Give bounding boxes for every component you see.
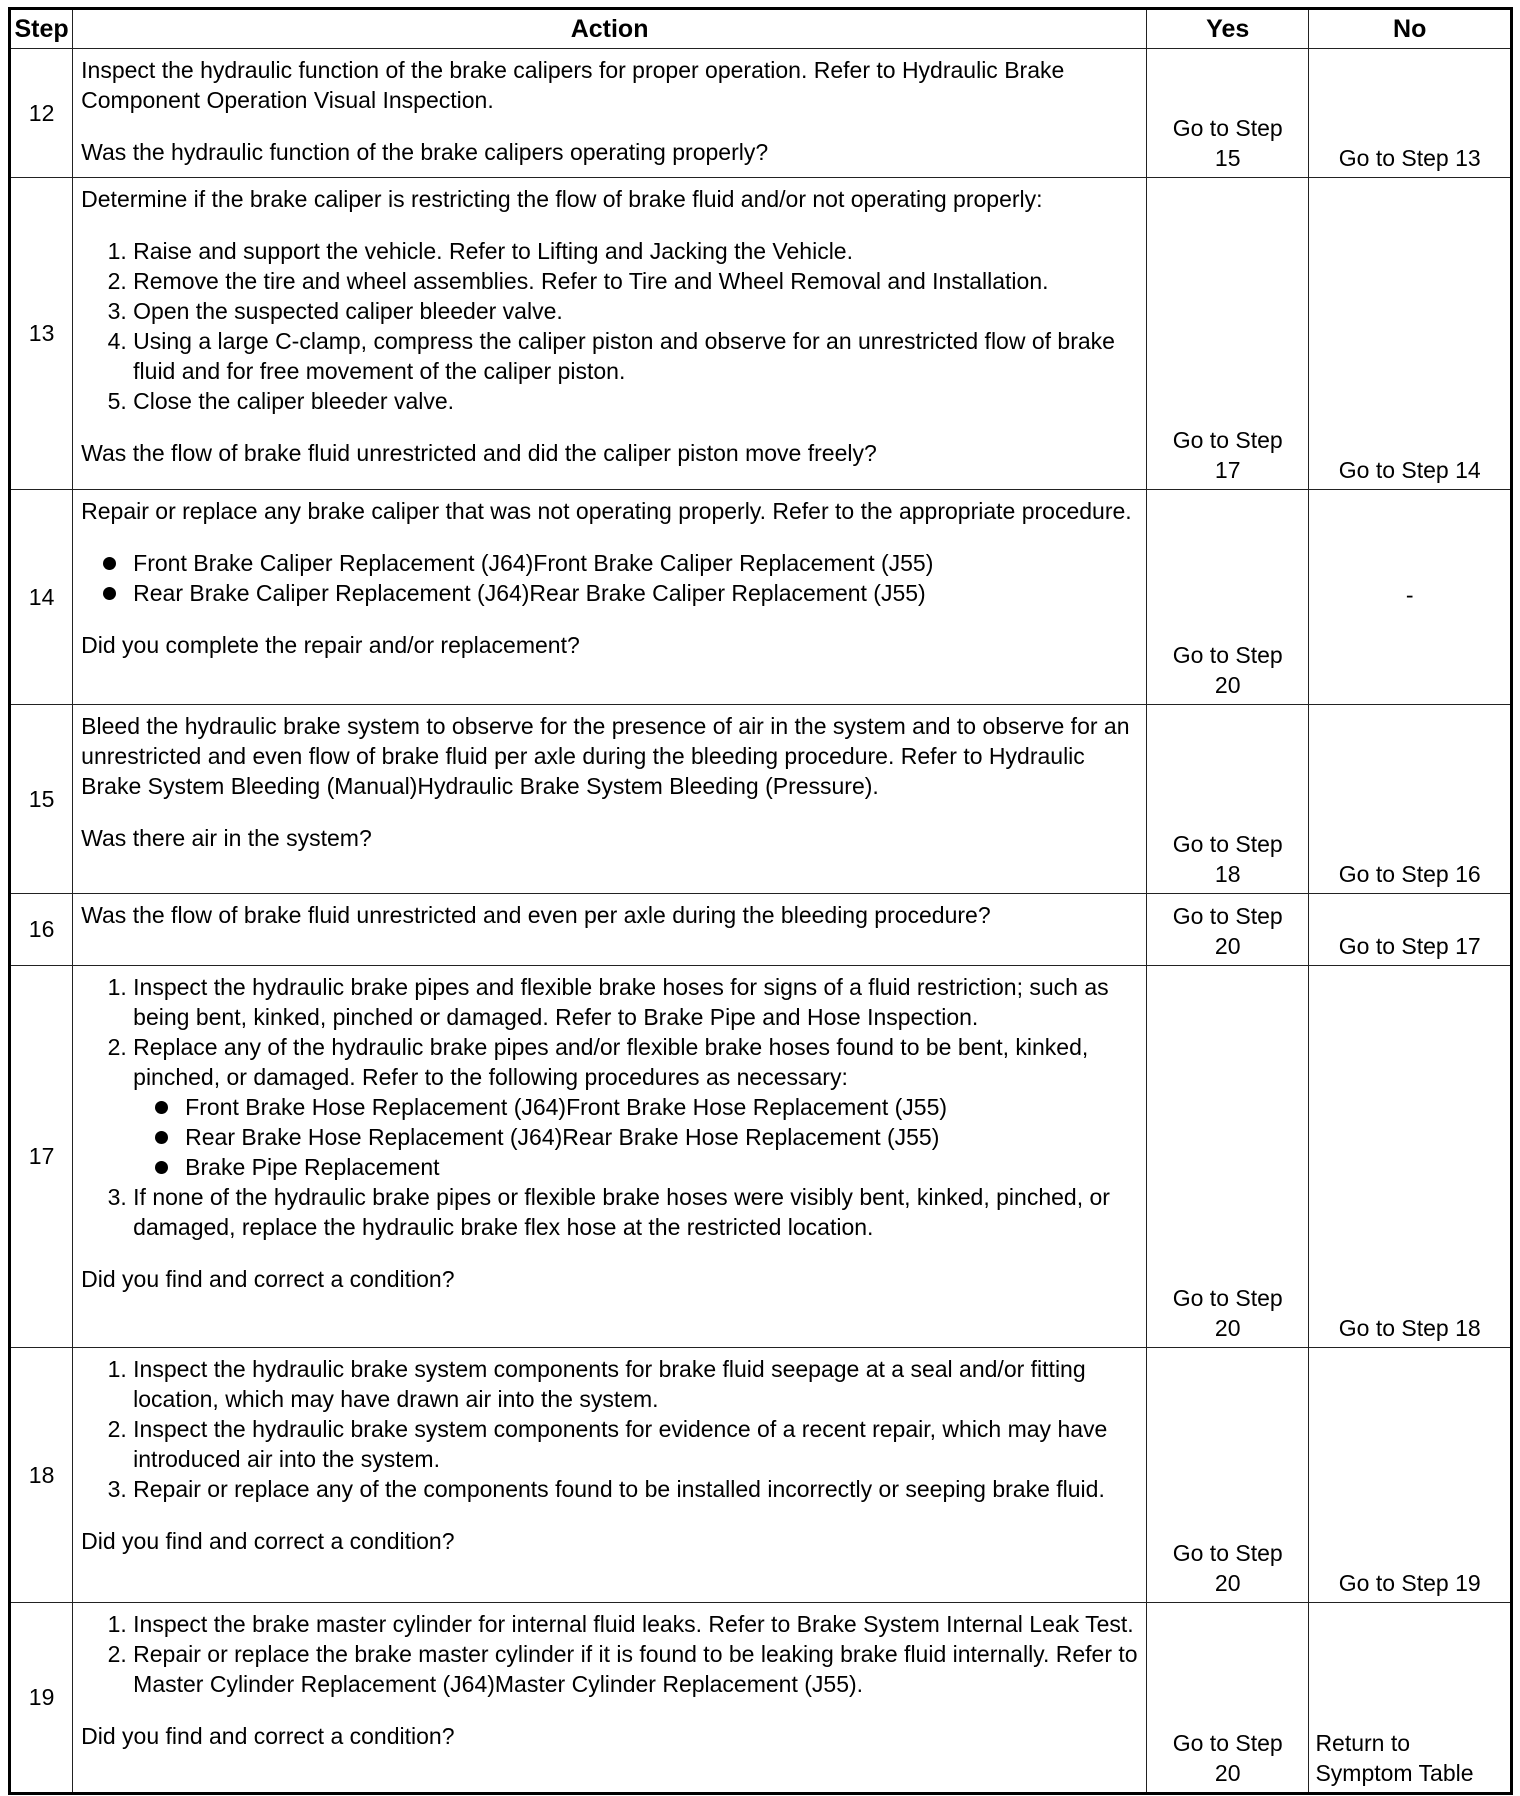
action-cell bbox=[73, 49, 1147, 178]
header-yes: Yes bbox=[1147, 9, 1309, 49]
step-number: 13 bbox=[10, 178, 73, 490]
action-question: Was the flow of brake fluid unrestricted and did the caliper piston move freely? bbox=[81, 440, 877, 466]
table-row-step-14 bbox=[10, 490, 1512, 705]
header-row bbox=[10, 9, 1512, 49]
procedure-list bbox=[81, 1609, 1138, 1699]
action-question: Did you find and correct a condition? bbox=[81, 1266, 455, 1292]
no-cell: Go to Step 19 bbox=[1309, 1348, 1512, 1603]
header-action: Action bbox=[73, 9, 1147, 49]
action-intro: Inspect the hydraulic function of the brake calipers for proper operation. Refer to Hydraulic Brake Component Operation Visual Inspection. bbox=[81, 57, 1065, 113]
yes-label: Go to Step bbox=[1172, 1730, 1283, 1756]
action-question: Was the flow of brake fluid unrestricted and even per axle during the bleeding procedure? bbox=[81, 902, 991, 928]
list-item: 5. Close the caliper bleeder valve. bbox=[133, 386, 1138, 416]
no-cell: Go to Step 18 bbox=[1309, 966, 1512, 1348]
step-number: 18 bbox=[10, 1348, 73, 1603]
list-item: 2. Repair or replace the brake master cylinder if it is found to be leaking brake fluid internally. Refer to Master Cylinder Replacement (J64)Master Cylinder Replacement (J55). bbox=[133, 1639, 1138, 1699]
yes-label: Go to Step bbox=[1172, 642, 1283, 668]
bullet-text: Rear Brake Hose Replacement (J64)Rear Brake Hose Replacement (J55) bbox=[185, 1124, 940, 1150]
yes-step: 15 bbox=[1214, 145, 1241, 171]
yes-label: Go to Step bbox=[1172, 831, 1283, 857]
procedure-list bbox=[81, 1354, 1138, 1504]
yes-cell bbox=[1147, 894, 1309, 966]
list-item bbox=[133, 578, 1138, 608]
procedure-bullets bbox=[81, 548, 1138, 608]
no-cell: - bbox=[1309, 490, 1512, 705]
yes-cell bbox=[1147, 1348, 1309, 1603]
action-question: Was the hydraulic function of the brake calipers operating properly? bbox=[81, 139, 769, 165]
diagnostic-table bbox=[8, 7, 1513, 1795]
yes-label: Go to Step bbox=[1172, 1285, 1283, 1311]
action-intro: Bleed the hydraulic brake system to observe for the presence of air in the system and to observe for an unrestricted and even flow of brake fluid per axle during the bleeding procedure. Refer to Hydraulic Brake System Bleeding (Manual)Hydraulic Brake System Bleeding (Pressure). bbox=[81, 713, 1130, 799]
action-question: Was there air in the system? bbox=[81, 825, 372, 851]
yes-label: Go to Step bbox=[1172, 115, 1283, 141]
yes-cell bbox=[1147, 705, 1309, 894]
no-cell: Go to Step 14 bbox=[1309, 178, 1512, 490]
yes-step: 20 bbox=[1214, 933, 1241, 959]
step-number: 15 bbox=[10, 705, 73, 894]
yes-cell bbox=[1147, 178, 1309, 490]
yes-cell bbox=[1147, 49, 1309, 178]
no-cell: Go to Step 16 bbox=[1309, 705, 1512, 894]
list-item: 2. Remove the tire and wheel assemblies. Refer to Tire and Wheel Removal and Installation. bbox=[133, 266, 1138, 296]
list-item bbox=[133, 1032, 1138, 1182]
action-question: Did you complete the repair and/or replacement? bbox=[81, 632, 580, 658]
yes-step: 20 bbox=[1214, 672, 1241, 698]
list-item-text: Replace any of the hydraulic brake pipes and/or flexible brake hoses found to be bent, kinked, pinched, or damaged. Refer to the following procedures as necessary: bbox=[133, 1034, 1089, 1090]
no-cell bbox=[1309, 1603, 1512, 1794]
sub-list-item bbox=[185, 1152, 1138, 1182]
yes-step: 17 bbox=[1214, 457, 1241, 483]
yes-cell bbox=[1147, 490, 1309, 705]
table-row-step-12 bbox=[10, 49, 1512, 178]
action-cell bbox=[73, 705, 1147, 894]
action-question: Did you find and correct a condition? bbox=[81, 1528, 455, 1554]
list-item: 3. If none of the hydraulic brake pipes or flexible brake hoses were visibly bent, kinked, pinched, or damaged, replace the hydraulic brake flex hose at the restricted location. bbox=[133, 1182, 1138, 1242]
table-row-step-18 bbox=[10, 1348, 1512, 1603]
list-item: 1. Raise and support the vehicle. Refer to Lifting and Jacking the Vehicle. bbox=[133, 236, 1138, 266]
header-step: Step bbox=[10, 9, 73, 49]
list-item: 1. Inspect the hydraulic brake system components for brake fluid seepage at a seal and/or fitting location, which may have drawn air into the system. bbox=[133, 1354, 1138, 1414]
procedure-sub-bullets bbox=[133, 1092, 1138, 1182]
list-item: 1. Inspect the brake master cylinder for internal fluid leaks. Refer to Brake System Internal Leak Test. bbox=[133, 1609, 1138, 1639]
yes-cell bbox=[1147, 966, 1309, 1348]
no-label-line-2: Symptom Table bbox=[1315, 1760, 1474, 1786]
no-label-line-1: Return to bbox=[1315, 1730, 1411, 1756]
bullet-icon bbox=[103, 557, 116, 570]
table-row-step-19 bbox=[10, 1603, 1512, 1794]
bullet-icon bbox=[103, 587, 116, 600]
step-number: 12 bbox=[10, 49, 73, 178]
procedure-list bbox=[81, 972, 1138, 1242]
list-item: 1. Inspect the hydraulic brake pipes and flexible brake hoses for signs of a fluid restriction; such as being bent, kinked, pinched or damaged. Refer to Brake Pipe and Hose Inspection. bbox=[133, 972, 1138, 1032]
bullet-icon bbox=[155, 1101, 168, 1114]
table-row-step-13 bbox=[10, 178, 1512, 490]
step-number: 16 bbox=[10, 894, 73, 966]
list-item: 4. Using a large C-clamp, compress the caliper piston and observe for an unrestricted flow of brake fluid and for free movement of the caliper piston. bbox=[133, 326, 1138, 386]
sub-list-item bbox=[185, 1122, 1138, 1152]
action-cell bbox=[73, 894, 1147, 966]
bullet-text: Front Brake Caliper Replacement (J64)Front Brake Caliper Replacement (J55) bbox=[133, 550, 934, 576]
no-cell: Go to Step 13 bbox=[1309, 49, 1512, 178]
header-no: No bbox=[1309, 9, 1512, 49]
step-number: 14 bbox=[10, 490, 73, 705]
step-number: 19 bbox=[10, 1603, 73, 1794]
action-intro: Determine if the brake caliper is restricting the flow of brake fluid and/or not operating properly: bbox=[81, 186, 1043, 212]
action-cell bbox=[73, 178, 1147, 490]
yes-label: Go to Step bbox=[1172, 1540, 1283, 1566]
list-item: 3. Open the suspected caliper bleeder valve. bbox=[133, 296, 1138, 326]
table-row-step-17 bbox=[10, 966, 1512, 1348]
bullet-icon bbox=[155, 1161, 168, 1174]
yes-cell bbox=[1147, 1603, 1309, 1794]
bullet-icon bbox=[155, 1131, 168, 1144]
table-row-step-15 bbox=[10, 705, 1512, 894]
yes-step: 20 bbox=[1214, 1570, 1241, 1596]
action-question: Did you find and correct a condition? bbox=[81, 1723, 455, 1749]
action-cell bbox=[73, 1348, 1147, 1603]
no-cell: Go to Step 17 bbox=[1309, 894, 1512, 966]
bullet-text: Rear Brake Caliper Replacement (J64)Rear Brake Caliper Replacement (J55) bbox=[133, 580, 926, 606]
yes-step: 20 bbox=[1214, 1760, 1241, 1786]
action-cell bbox=[73, 966, 1147, 1348]
yes-step: 18 bbox=[1214, 861, 1241, 887]
list-item bbox=[133, 548, 1138, 578]
list-item: 3. Repair or replace any of the components found to be installed incorrectly or seeping brake fluid. bbox=[133, 1474, 1138, 1504]
list-item: 2. Inspect the hydraulic brake system components for evidence of a recent repair, which may have introduced air into the system. bbox=[133, 1414, 1138, 1474]
procedure-list bbox=[81, 236, 1138, 416]
action-cell bbox=[73, 490, 1147, 705]
yes-label: Go to Step bbox=[1172, 903, 1283, 929]
bullet-text: Brake Pipe Replacement bbox=[185, 1154, 440, 1180]
table-row-step-16 bbox=[10, 894, 1512, 966]
yes-step: 20 bbox=[1214, 1315, 1241, 1341]
bullet-text: Front Brake Hose Replacement (J64)Front Brake Hose Replacement (J55) bbox=[185, 1094, 948, 1120]
yes-label: Go to Step bbox=[1172, 427, 1283, 453]
action-intro: Repair or replace any brake caliper that was not operating properly. Refer to the appropriate procedure. bbox=[81, 498, 1132, 524]
sub-list-item bbox=[185, 1092, 1138, 1122]
action-cell bbox=[73, 1603, 1147, 1794]
step-number: 17 bbox=[10, 966, 73, 1348]
